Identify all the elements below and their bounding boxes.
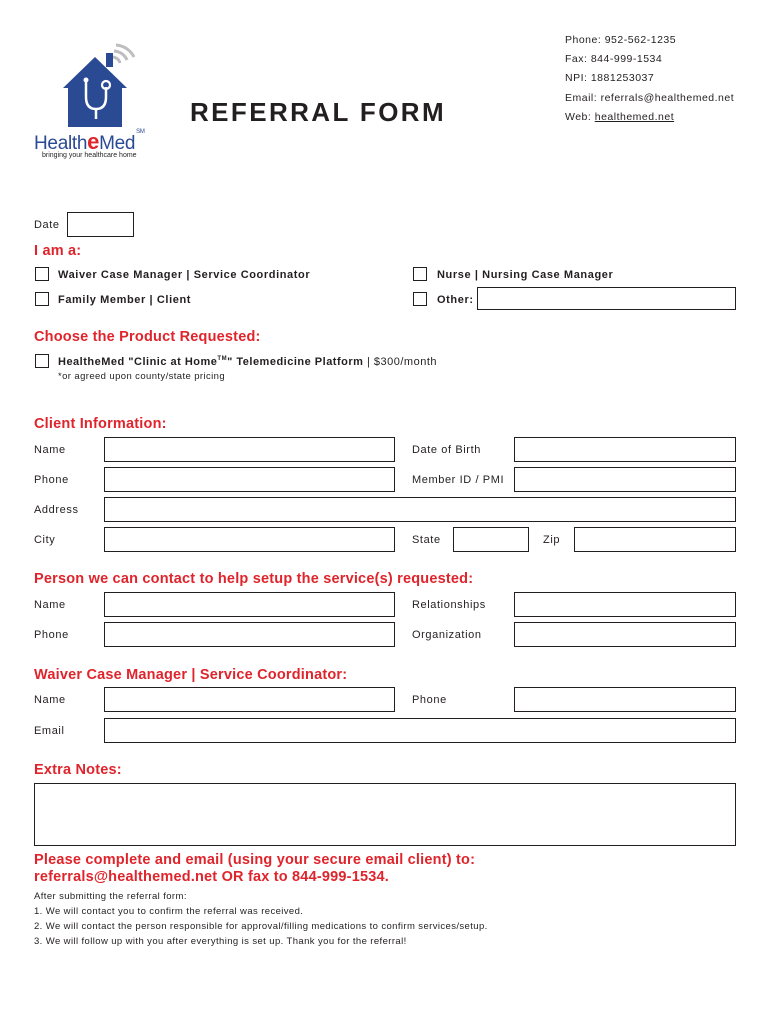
submit-instruction-line2: referrals@healthemed.net OR fax to 844-999-1534. [34,869,389,885]
contact-person-heading: Person we can contact to help setup the service(s) requested: [34,571,474,587]
brand-wordmark: HealtheMed℠ [34,129,145,154]
other-checkbox[interactable] [413,292,427,306]
relationships-field[interactable] [514,592,736,617]
waiver-email-field[interactable] [104,718,736,743]
waiver-phone-field[interactable] [514,687,736,712]
state-label: State [412,534,441,546]
relationships-label: Relationships [412,599,486,611]
waiver-heading: Waiver Case Manager | Service Coordinator: [34,667,348,683]
client-info-heading: Client Information: [34,416,167,432]
client-dob-label: Date of Birth [412,444,481,456]
after-submit-text: After submitting the referral form: [34,891,187,902]
state-field[interactable] [453,527,529,552]
zip-label: Zip [543,534,561,546]
date-field[interactable] [67,212,134,237]
city-field[interactable] [104,527,395,552]
contact-name-field[interactable] [104,592,395,617]
clinic-at-home-checkbox[interactable] [35,354,49,368]
client-name-label: Name [34,444,66,456]
other-field[interactable] [477,287,736,310]
clinic-at-home-label: HealtheMed "Clinic at Home™" Telemedicine Platform | $300/month [58,356,437,368]
submit-instruction-line1: Please complete and email (using your secure email client) to: [34,852,476,868]
waiver-phone-label: Phone [412,694,447,706]
waiver-name-label: Name [34,694,66,706]
contact-email: Email: referrals@healthemed.net [565,92,735,104]
family-member-label: Family Member | Client [58,294,192,306]
client-phone-field[interactable] [104,467,395,492]
web-link[interactable]: healthemed.net [594,111,675,123]
date-label: Date [34,219,60,231]
address-label: Address [34,504,79,516]
waiver-case-manager-label: Waiver Case Manager | Service Coordinator [58,269,311,281]
nurse-label: Nurse | Nursing Case Manager [437,269,614,281]
city-label: City [34,534,56,546]
web-label: Web: [565,111,595,123]
address-field[interactable] [104,497,736,522]
product-heading: Choose the Product Requested: [34,329,261,345]
contact-phone-field[interactable] [104,622,395,647]
pricing-note: *or agreed upon county/state pricing [58,371,226,382]
waiver-email-label: Email [34,725,65,737]
house-stethoscope-icon [30,35,170,135]
brand-tagline: bringing your healthcare home [42,152,137,159]
client-name-field[interactable] [104,437,395,462]
page-title: REFERRAL FORM [190,97,447,127]
other-label: Other: [437,294,474,306]
organization-field[interactable] [514,622,736,647]
healthemed-logo [30,35,170,165]
client-dob-field[interactable] [514,437,736,462]
contact-phone: Phone: 952-562-1235 [565,34,677,46]
client-phone-label: Phone [34,474,69,486]
member-id-label: Member ID / PMI [412,474,505,486]
contact-npi: NPI: 1881253037 [565,72,655,84]
family-member-checkbox[interactable] [35,292,49,306]
waiver-case-manager-checkbox[interactable] [35,267,49,281]
organization-label: Organization [412,629,482,641]
contact-fax: Fax: 844-999-1534 [565,53,663,65]
contact-name-label: Name [34,599,66,611]
step-1: 1. We will contact you to confirm the referral was received. [34,906,304,917]
extra-notes-field[interactable] [34,783,736,846]
zip-field[interactable] [574,527,736,552]
waiver-name-field[interactable] [104,687,395,712]
contact-phone-label: Phone [34,629,69,641]
step-2: 2. We will contact the person responsible for approval/filling medications to confirm services/setup. [34,921,488,932]
member-id-field[interactable] [514,467,736,492]
contact-web [565,111,674,123]
step-3: 3. We will follow up with you after everything is set up. Thank you for the referral! [34,936,407,947]
i-am-heading: I am a: [34,243,82,259]
nurse-checkbox[interactable] [413,267,427,281]
extra-notes-heading: Extra Notes: [34,762,122,778]
